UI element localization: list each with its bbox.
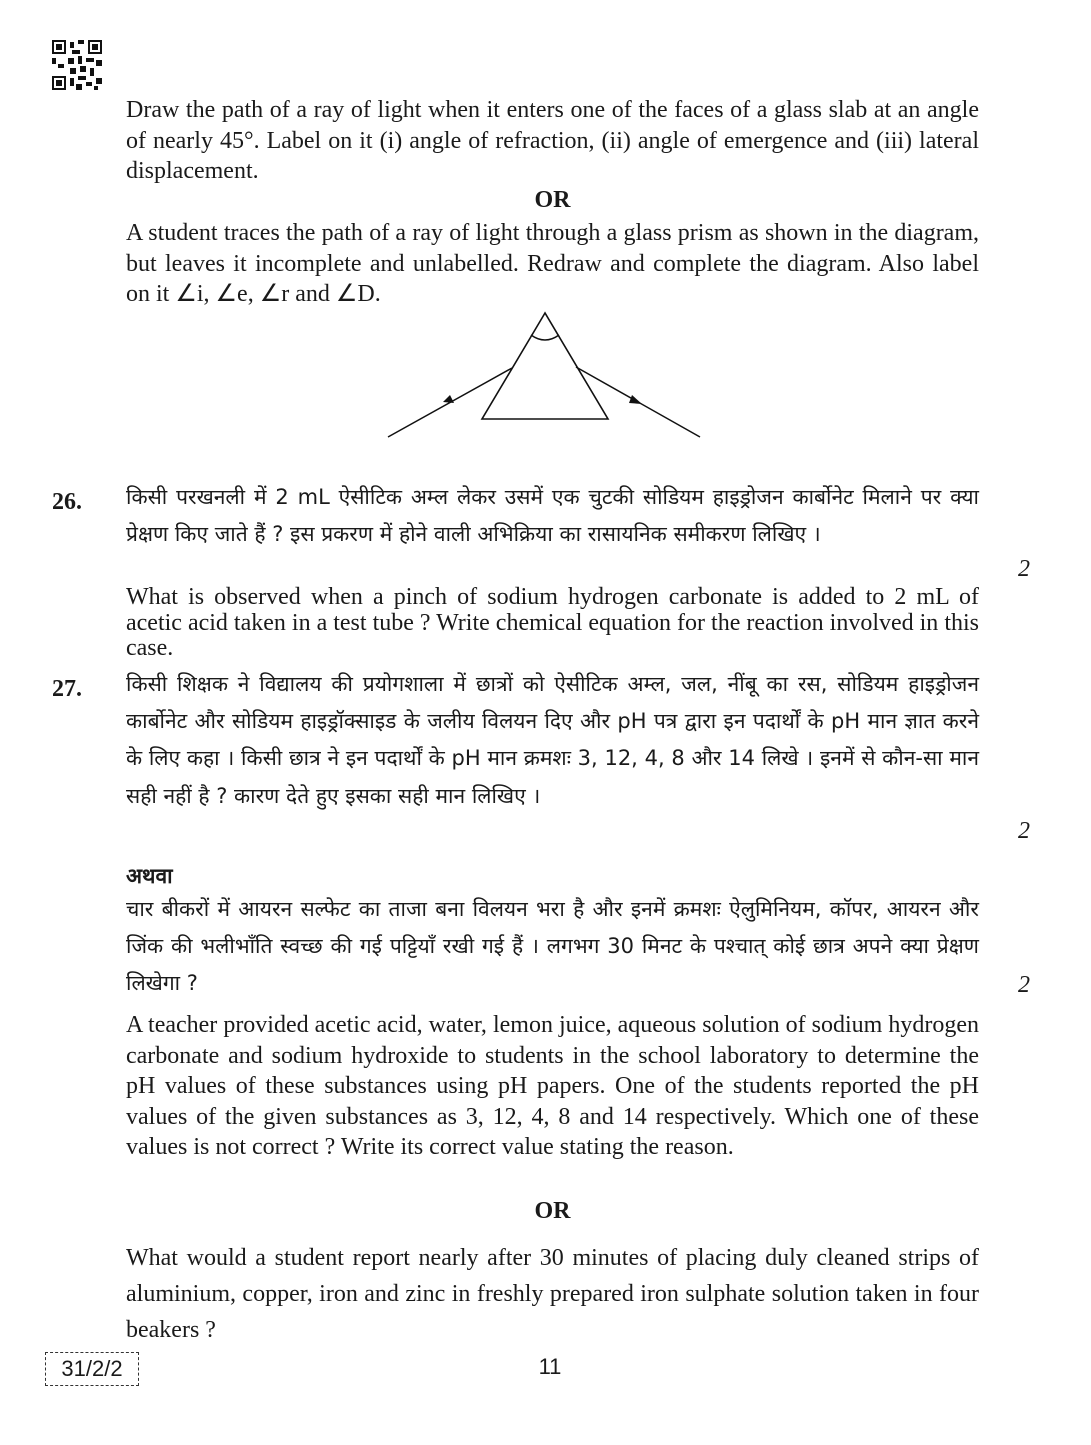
question-27-hindi-alt: चार बीकरों में आयरन सल्फेट का ताजा बना विलयन भरा है और इनमें क्रमशः ऐलुमिनियम, कॉपर, आयरन और जिंक की भलीभाँति स्वच्छ की गई पट्टियाँ रखी गई हैं । लगभग 30 मिनट के पश्चात् कोई छात्र अपने क्या प्रेक्षण लिखेगा ?	[126, 897, 979, 995]
question-27-english: A teacher provided acetic acid, water, lemon juice, aqueous solution of sodium hydrogen carbonate and sodium hydroxide to students in the school laboratory to determine the pH values of these substances using pH papers. One of the students reported the pH values of the given substances as 3, 12, 4, 8 and 14 respectively. Which one of these values is not correct ? Write its correct value stating the reason.	[126, 1012, 979, 1160]
page-number: 11	[538, 1354, 562, 1379]
glass-prism-question: A student traces the path of a ray of light through a glass prism as shown in the diagram, but leaves it incomplete and unlabelled. Redraw and complete the diagram. Also label on it ∠i, ∠e, ∠r and ∠D.	[126, 220, 979, 307]
athava-separator: अथवा	[126, 864, 173, 888]
question-26-english: What is observed when a pinch of sodium hydrogen carbonate is added to 2 mL of acetic acid taken in a test tube ? Write chemical equation for the reaction involved in this case.	[126, 584, 979, 661]
question-27-hindi: किसी शिक्षक ने विद्यालय की प्रयोगशाला में छात्रों को ऐसीटिक अम्ल, जल, नींबू का रस, सोडियम हाइड्रोजन कार्बोनेट और सोडियम हाइड्रॉक्साइड के जलीय विलयन दिए और pH पत्र द्वारा इन पदार्थों के pH मान ज्ञात करने के लिए कहा । किसी छात्र ने इन पदार्थों के pH मान क्रमशः 3, 12, 4, 8 और 14 लिखे । इनमें से कौन-सा मान सही नहीं है ? कारण देते हुए इसका सही मान लिखिए ।	[126, 672, 979, 808]
glass-slab-question: Draw the path of a ray of light when it enters one of the faces of a glass slab at an angle of nearly 45°. Label on it (i) angle of refraction, (ii) angle of emergence and (iii) lateral displacement.	[126, 97, 979, 184]
question-26-hindi: किसी परखनली में 2 mL ऐसीटिक अम्ल लेकर उसमें एक चुटकी सोडियम हाइड्रोजन कार्बोनेट मिलाने पर क्या प्रेक्षण किए जाते हैं ? इस प्रकरण में होने वाली अभिक्रिया का रासायनिक समीकरण लिखिए ।	[126, 485, 979, 546]
paper-code: 31/2/2	[45, 1352, 139, 1386]
question-27-english-alt: What would a student report nearly after 30 minutes of placing duly cleaned strips of aluminium, copper, iron and zinc in freshly prepared iron sulphate solution taken in four beakers ?	[126, 1245, 979, 1343]
question-number-27: 27.	[52, 676, 82, 702]
question-number-26: 26.	[52, 489, 82, 515]
prism-triangle	[482, 313, 608, 419]
marks-27-b: 2	[1018, 972, 1030, 998]
or-separator-1: OR	[534, 187, 571, 213]
apex-angle-arc	[531, 335, 559, 340]
emergent-ray-arrow	[629, 395, 642, 404]
marks-26: 2	[1018, 556, 1030, 582]
or-separator-2: OR	[534, 1198, 571, 1224]
incident-ray-arrow	[443, 395, 454, 403]
marks-27-a: 2	[1018, 818, 1030, 844]
qr-code-icon	[52, 40, 102, 90]
prism-diagram	[380, 305, 710, 450]
